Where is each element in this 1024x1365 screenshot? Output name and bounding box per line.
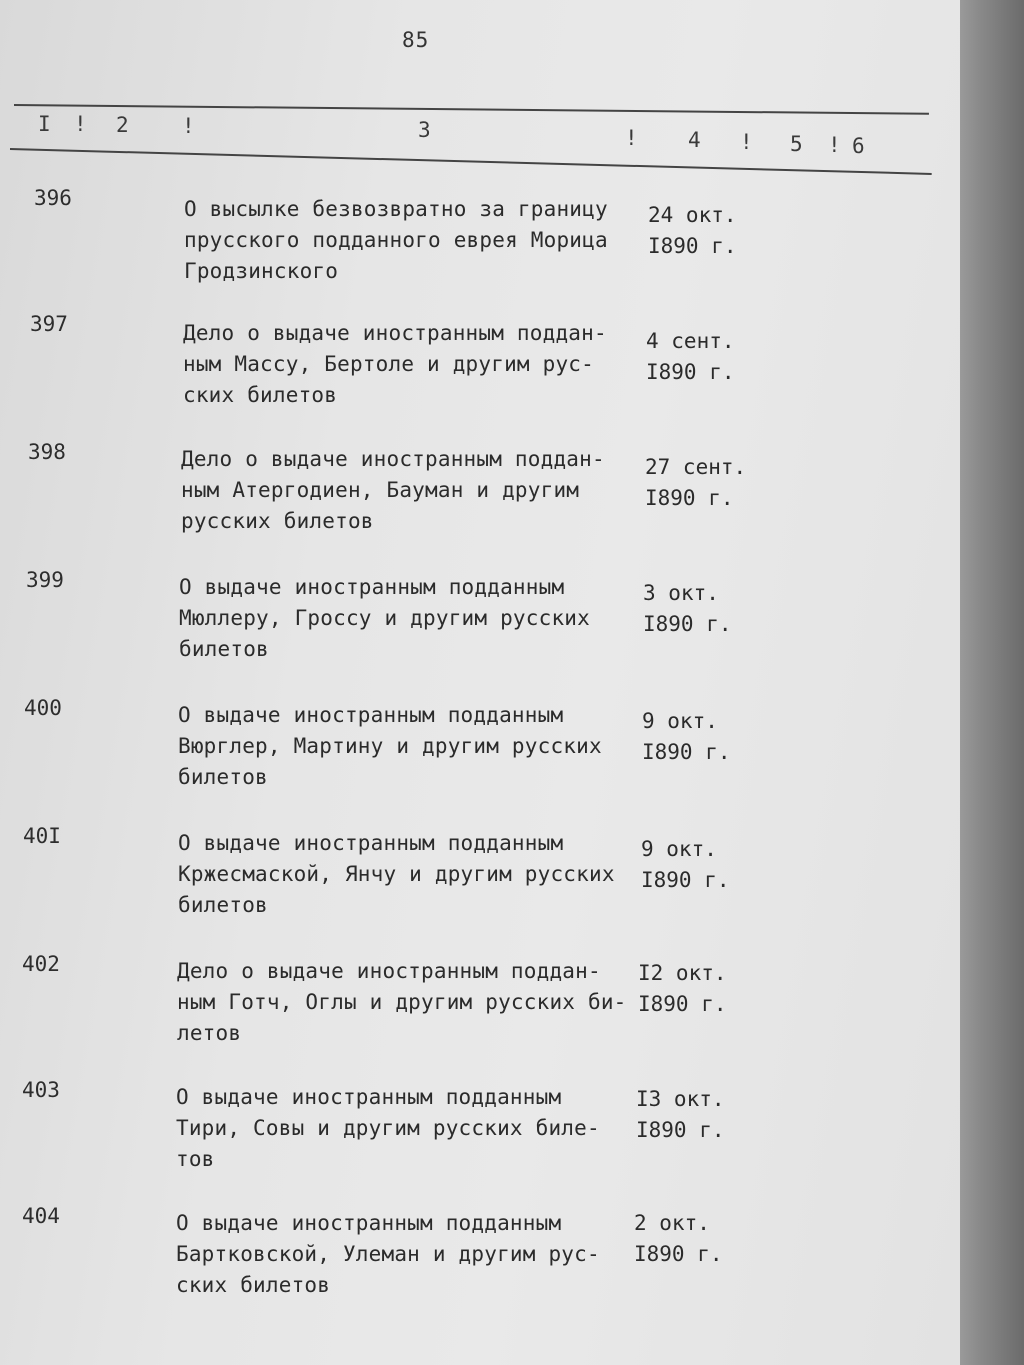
inventory-entry — [0, 186, 960, 296]
inventory-entry — [0, 824, 960, 934]
header-col-6: 6 — [852, 134, 865, 158]
header-separator: ! — [828, 133, 841, 157]
entry-date: I3 окт. I890 г. — [636, 1087, 725, 1142]
entry-number: 398 — [28, 440, 66, 464]
entry-number: 402 — [22, 952, 60, 976]
entry-date: 4 сент. I890 г. — [646, 329, 735, 384]
header-col-1: I — [38, 112, 51, 136]
entry-date: 3 окт. I890 г. — [643, 581, 732, 636]
entry-number: 403 — [22, 1078, 60, 1102]
header-col-3: 3 — [418, 118, 431, 142]
header-separator: ! — [182, 114, 195, 138]
entry-title: Дело о выдаче иностранным поддан- ным Готч, Оглы и другим русских би- летов — [177, 959, 627, 1045]
header-col-4: 4 — [688, 128, 701, 152]
page-number: 85 — [402, 28, 430, 52]
header-col-2: 2 — [116, 113, 129, 137]
paper-stack-edge — [960, 0, 1024, 1365]
entry-date: I2 окт. I890 г. — [638, 961, 727, 1016]
entry-date: 27 сент. I890 г. — [645, 455, 747, 510]
inventory-entry — [0, 440, 960, 550]
inventory-entry — [0, 696, 960, 806]
inventory-entry — [0, 1078, 960, 1188]
entry-number: 40I — [23, 824, 61, 848]
header-separator: ! — [740, 130, 753, 154]
entry-title: О выдаче иностранным подданным Тири, Совы и другим русских биле- тов — [176, 1085, 600, 1171]
entry-number: 399 — [26, 568, 64, 592]
entry-date: 9 окт. I890 г. — [642, 709, 731, 764]
header-top-rule — [14, 104, 929, 115]
entry-number: 397 — [30, 312, 68, 336]
entry-title: Дело о выдаче иностранным поддан- ным Атергодиен, Бауман и другим русских билетов — [181, 447, 605, 533]
inventory-entry — [0, 312, 960, 422]
entry-number: 400 — [24, 696, 62, 720]
inventory-entry — [0, 568, 960, 678]
header-separator: ! — [625, 126, 638, 150]
entry-title: О выдаче иностранным подданным Вюрглер, Мартину и другим русских билетов — [178, 703, 602, 789]
entry-number: 404 — [22, 1204, 60, 1228]
entry-title: Дело о выдаче иностранным поддан- ным Массу, Бертоле и другим рус- ских билетов — [183, 321, 607, 407]
entry-date: 9 окт. I890 г. — [641, 837, 730, 892]
entry-title: О выдаче иностранным подданным Кржесмаской, Янчу и другим русских билетов — [178, 831, 615, 917]
header-col-5: 5 — [790, 132, 803, 156]
entry-title: О высылке безвозвратно за границу прусского подданного еврея Морица Гродзинского — [184, 197, 608, 283]
entry-date: 24 окт. I890 г. — [648, 203, 737, 258]
entry-title: О выдаче иностранным подданным Бартковской, Улеман и другим рус- ских билетов — [176, 1211, 600, 1297]
inventory-entry — [0, 952, 960, 1062]
entry-title: О выдаче иностранным подданным Мюллеру, Гроссу и другим русских билетов — [179, 575, 590, 661]
entry-date: 2 окт. I890 г. — [634, 1211, 723, 1266]
header-separator: ! — [74, 112, 87, 136]
entry-number: 396 — [34, 186, 72, 210]
inventory-entry — [0, 1204, 960, 1314]
